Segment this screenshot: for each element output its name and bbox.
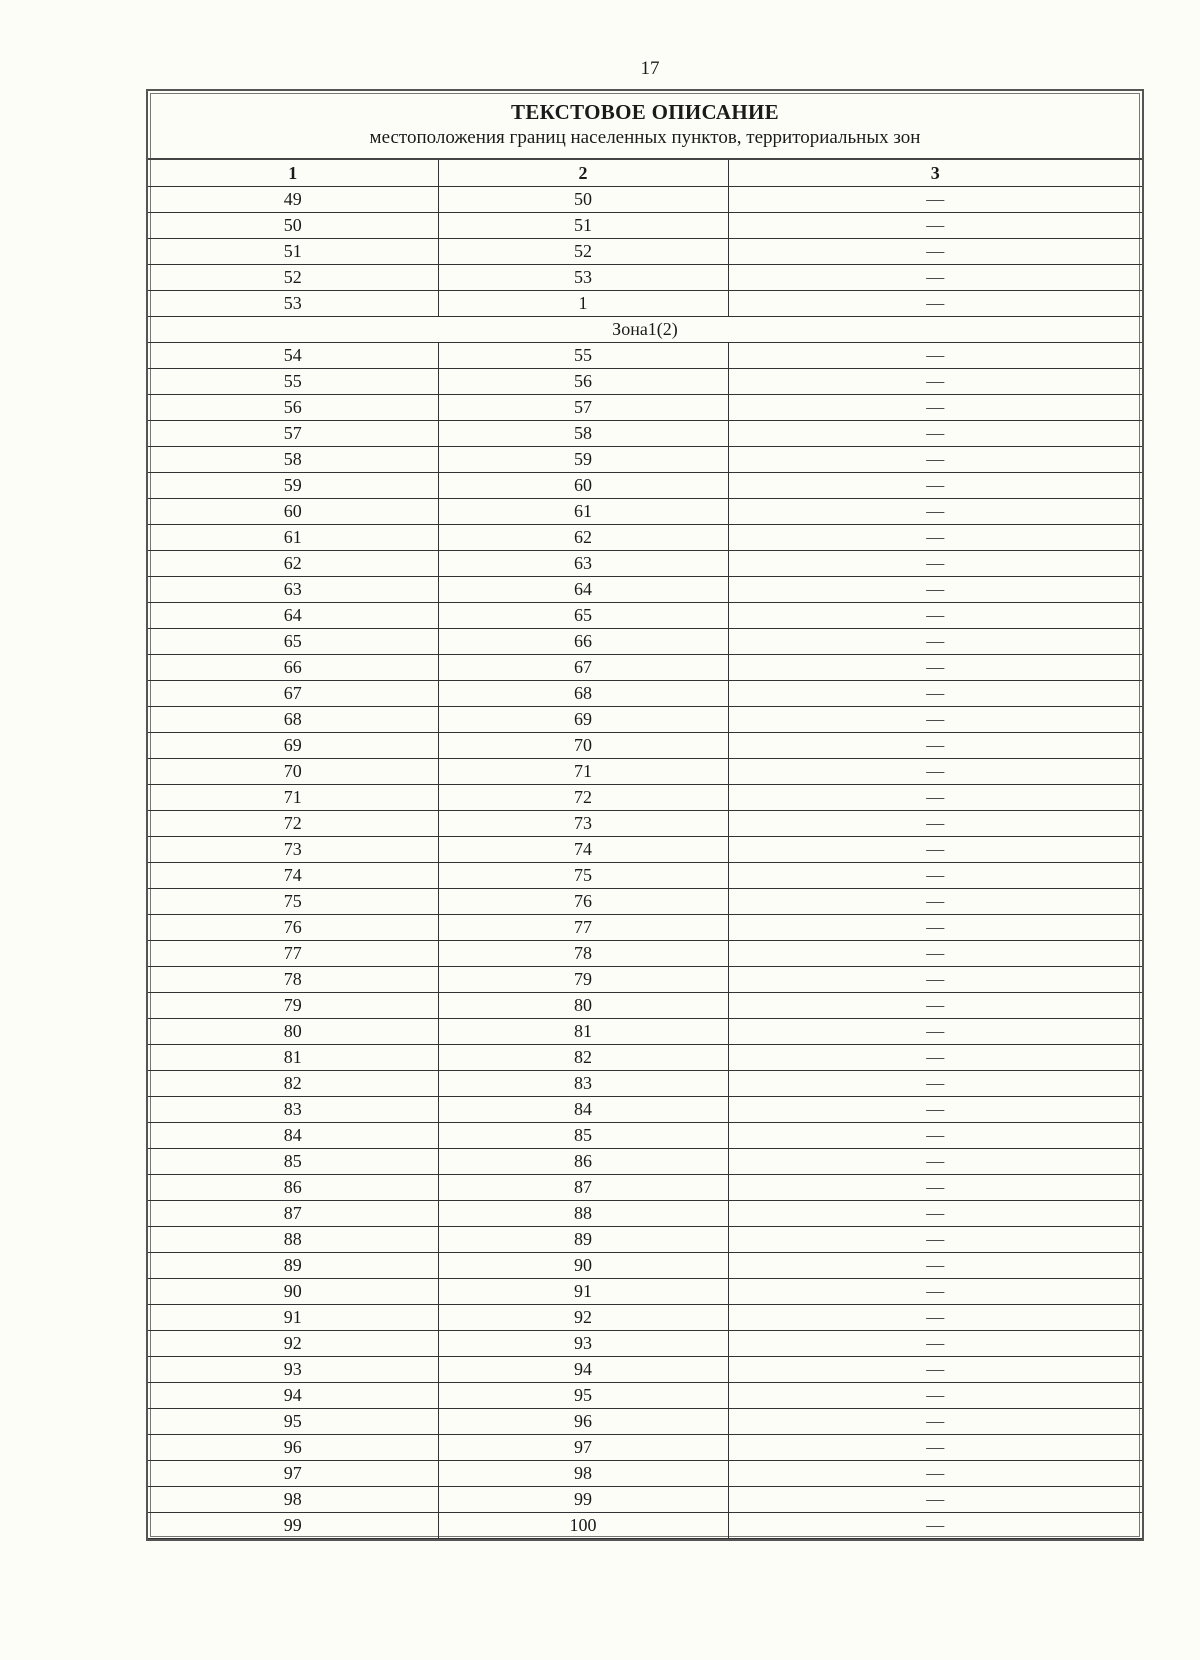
description-cell: —	[728, 1149, 1142, 1175]
to-point-cell: 93	[438, 1331, 728, 1357]
from-point-cell: 99	[148, 1513, 438, 1539]
to-point-cell: 57	[438, 395, 728, 421]
to-point-cell: 70	[438, 733, 728, 759]
zone-label: Зона1(2)	[148, 317, 1142, 343]
to-point-cell: 55	[438, 343, 728, 369]
description-cell: —	[728, 785, 1142, 811]
from-point-cell: 60	[148, 499, 438, 525]
table-row	[148, 863, 1142, 889]
table-row	[148, 837, 1142, 863]
table-row	[148, 525, 1142, 551]
column-header-3: 3	[728, 160, 1142, 187]
to-point-cell: 79	[438, 967, 728, 993]
table-row	[148, 1253, 1142, 1279]
column-header-1: 1	[148, 160, 438, 187]
to-point-cell: 98	[438, 1461, 728, 1487]
from-point-cell: 54	[148, 343, 438, 369]
to-point-cell: 51	[438, 213, 728, 239]
from-point-cell: 62	[148, 551, 438, 577]
to-point-cell: 52	[438, 239, 728, 265]
document-subtitle: местоположения границ населенных пунктов, территориальных зон	[369, 127, 921, 148]
from-point-cell: 85	[148, 1149, 438, 1175]
table-row	[148, 603, 1142, 629]
from-point-cell: 70	[148, 759, 438, 785]
table-row	[148, 1175, 1142, 1201]
to-point-cell: 62	[438, 525, 728, 551]
description-cell: —	[728, 291, 1142, 317]
from-point-cell: 73	[148, 837, 438, 863]
description-cell: —	[728, 343, 1142, 369]
description-cell: —	[728, 837, 1142, 863]
description-cell: —	[728, 1097, 1142, 1123]
from-point-cell: 49	[148, 187, 438, 213]
description-cell: —	[728, 1019, 1142, 1045]
description-cell: —	[728, 551, 1142, 577]
description-cell: —	[728, 473, 1142, 499]
description-cell: —	[728, 1435, 1142, 1461]
column-header-row	[148, 160, 1142, 187]
from-point-cell: 89	[148, 1253, 438, 1279]
description-cell: —	[728, 889, 1142, 915]
description-cell: —	[728, 1175, 1142, 1201]
description-cell: —	[728, 1123, 1142, 1149]
table-row	[148, 1149, 1142, 1175]
to-point-cell: 89	[438, 1227, 728, 1253]
to-point-cell: 90	[438, 1253, 728, 1279]
from-point-cell: 76	[148, 915, 438, 941]
table-row	[148, 733, 1142, 759]
to-point-cell: 97	[438, 1435, 728, 1461]
from-point-cell: 72	[148, 811, 438, 837]
table-row	[148, 707, 1142, 733]
from-point-cell: 86	[148, 1175, 438, 1201]
description-cell: —	[728, 1513, 1142, 1539]
table-row	[148, 473, 1142, 499]
table-row	[148, 941, 1142, 967]
description-cell: —	[728, 369, 1142, 395]
to-point-cell: 77	[438, 915, 728, 941]
description-cell: —	[728, 421, 1142, 447]
to-point-cell: 75	[438, 863, 728, 889]
description-cell: —	[728, 1045, 1142, 1071]
to-point-cell: 74	[438, 837, 728, 863]
from-point-cell: 65	[148, 629, 438, 655]
to-point-cell: 73	[438, 811, 728, 837]
from-point-cell: 84	[148, 1123, 438, 1149]
from-point-cell: 98	[148, 1487, 438, 1513]
to-point-cell: 50	[438, 187, 728, 213]
from-point-cell: 80	[148, 1019, 438, 1045]
from-point-cell: 50	[148, 213, 438, 239]
from-point-cell: 68	[148, 707, 438, 733]
boundary-description-table	[146, 89, 1144, 1541]
description-cell: —	[728, 1253, 1142, 1279]
from-point-cell: 90	[148, 1279, 438, 1305]
page-number: 17	[640, 58, 660, 79]
from-point-cell: 56	[148, 395, 438, 421]
description-cell: —	[728, 1409, 1142, 1435]
description-cell: —	[728, 187, 1142, 213]
from-point-cell: 63	[148, 577, 438, 603]
description-cell: —	[728, 1383, 1142, 1409]
table-row	[148, 265, 1142, 291]
description-cell: —	[728, 1071, 1142, 1097]
description-cell: —	[728, 1461, 1142, 1487]
to-point-cell: 58	[438, 421, 728, 447]
table-row	[148, 681, 1142, 707]
document-title: ТЕКСТОВОЕ ОПИСАНИЕ	[511, 100, 779, 124]
table-row	[148, 1279, 1142, 1305]
table-row	[148, 577, 1142, 603]
from-point-cell: 88	[148, 1227, 438, 1253]
description-cell: —	[728, 733, 1142, 759]
to-point-cell: 72	[438, 785, 728, 811]
table-row	[148, 811, 1142, 837]
description-cell: —	[728, 1487, 1142, 1513]
table-row	[148, 369, 1142, 395]
to-point-cell: 87	[438, 1175, 728, 1201]
table-row	[148, 291, 1142, 317]
description-cell: —	[728, 1357, 1142, 1383]
table-row	[148, 1383, 1142, 1409]
description-cell: —	[728, 681, 1142, 707]
description-cell: —	[728, 265, 1142, 291]
description-cell: —	[728, 239, 1142, 265]
table-row	[148, 1305, 1142, 1331]
to-point-cell: 99	[438, 1487, 728, 1513]
to-point-cell: 83	[438, 1071, 728, 1097]
description-cell: —	[728, 395, 1142, 421]
from-point-cell: 77	[148, 941, 438, 967]
description-cell: —	[728, 447, 1142, 473]
description-cell: —	[728, 941, 1142, 967]
from-point-cell: 53	[148, 291, 438, 317]
description-cell: —	[728, 499, 1142, 525]
table-row	[148, 1071, 1142, 1097]
to-point-cell: 82	[438, 1045, 728, 1071]
to-point-cell: 64	[438, 577, 728, 603]
table-row	[148, 1357, 1142, 1383]
description-cell: —	[728, 993, 1142, 1019]
to-point-cell: 80	[438, 993, 728, 1019]
from-point-cell: 52	[148, 265, 438, 291]
from-point-cell: 64	[148, 603, 438, 629]
from-point-cell: 58	[148, 447, 438, 473]
from-point-cell: 87	[148, 1201, 438, 1227]
to-point-cell: 68	[438, 681, 728, 707]
to-point-cell: 92	[438, 1305, 728, 1331]
column-header-2: 2	[438, 160, 728, 187]
from-point-cell: 59	[148, 473, 438, 499]
table-row	[148, 1461, 1142, 1487]
table-row	[148, 629, 1142, 655]
description-cell: —	[728, 811, 1142, 837]
to-point-cell: 61	[438, 499, 728, 525]
description-cell: —	[728, 1227, 1142, 1253]
from-point-cell: 55	[148, 369, 438, 395]
description-cell: —	[728, 1279, 1142, 1305]
description-cell: —	[728, 967, 1142, 993]
table-row	[148, 1097, 1142, 1123]
table-row	[148, 967, 1142, 993]
from-point-cell: 66	[148, 655, 438, 681]
to-point-cell: 81	[438, 1019, 728, 1045]
to-point-cell: 66	[438, 629, 728, 655]
table-row	[148, 343, 1142, 369]
from-point-cell: 69	[148, 733, 438, 759]
from-point-cell: 71	[148, 785, 438, 811]
table-row	[148, 1201, 1142, 1227]
table-row	[148, 759, 1142, 785]
to-point-cell: 84	[438, 1097, 728, 1123]
from-point-cell: 75	[148, 889, 438, 915]
table-row	[148, 785, 1142, 811]
table-row	[148, 213, 1142, 239]
description-cell: —	[728, 1331, 1142, 1357]
from-point-cell: 95	[148, 1409, 438, 1435]
points-table	[148, 160, 1142, 1539]
from-point-cell: 96	[148, 1435, 438, 1461]
to-point-cell: 67	[438, 655, 728, 681]
to-point-cell: 65	[438, 603, 728, 629]
description-cell: —	[728, 213, 1142, 239]
from-point-cell: 93	[148, 1357, 438, 1383]
from-point-cell: 51	[148, 239, 438, 265]
from-point-cell: 82	[148, 1071, 438, 1097]
table-row	[148, 993, 1142, 1019]
table-row	[148, 1513, 1142, 1539]
to-point-cell: 71	[438, 759, 728, 785]
from-point-cell: 94	[148, 1383, 438, 1409]
table-row	[148, 187, 1142, 213]
to-point-cell: 94	[438, 1357, 728, 1383]
table-row	[148, 1487, 1142, 1513]
description-cell: —	[728, 915, 1142, 941]
table-header	[148, 91, 1142, 160]
from-point-cell: 61	[148, 525, 438, 551]
to-point-cell: 59	[438, 447, 728, 473]
description-cell: —	[728, 629, 1142, 655]
table-row	[148, 1331, 1142, 1357]
description-cell: —	[728, 863, 1142, 889]
table-row	[148, 421, 1142, 447]
to-point-cell: 1	[438, 291, 728, 317]
table-row	[148, 915, 1142, 941]
to-point-cell: 69	[438, 707, 728, 733]
to-point-cell: 91	[438, 1279, 728, 1305]
description-cell: —	[728, 1305, 1142, 1331]
to-point-cell: 86	[438, 1149, 728, 1175]
table-row	[148, 1019, 1142, 1045]
to-point-cell: 85	[438, 1123, 728, 1149]
table-row	[148, 447, 1142, 473]
to-point-cell: 78	[438, 941, 728, 967]
to-point-cell: 60	[438, 473, 728, 499]
table-row	[148, 239, 1142, 265]
from-point-cell: 57	[148, 421, 438, 447]
table-row	[148, 499, 1142, 525]
description-cell: —	[728, 655, 1142, 681]
to-point-cell: 88	[438, 1201, 728, 1227]
zone-row	[148, 317, 1142, 343]
table-row	[148, 1435, 1142, 1461]
to-point-cell: 63	[438, 551, 728, 577]
from-point-cell: 67	[148, 681, 438, 707]
to-point-cell: 100	[438, 1513, 728, 1539]
to-point-cell: 96	[438, 1409, 728, 1435]
to-point-cell: 56	[438, 369, 728, 395]
description-cell: —	[728, 525, 1142, 551]
from-point-cell: 83	[148, 1097, 438, 1123]
from-point-cell: 78	[148, 967, 438, 993]
table-row	[148, 1227, 1142, 1253]
table-row	[148, 395, 1142, 421]
from-point-cell: 74	[148, 863, 438, 889]
from-point-cell: 97	[148, 1461, 438, 1487]
from-point-cell: 92	[148, 1331, 438, 1357]
to-point-cell: 95	[438, 1383, 728, 1409]
table-row	[148, 1045, 1142, 1071]
description-cell: —	[728, 707, 1142, 733]
to-point-cell: 53	[438, 265, 728, 291]
from-point-cell: 79	[148, 993, 438, 1019]
from-point-cell: 81	[148, 1045, 438, 1071]
description-cell: —	[728, 577, 1142, 603]
to-point-cell: 76	[438, 889, 728, 915]
table-row	[148, 889, 1142, 915]
description-cell: —	[728, 603, 1142, 629]
from-point-cell: 91	[148, 1305, 438, 1331]
description-cell: —	[728, 1201, 1142, 1227]
table-row	[148, 551, 1142, 577]
table-row	[148, 1123, 1142, 1149]
table-row	[148, 655, 1142, 681]
table-row	[148, 1409, 1142, 1435]
description-cell: —	[728, 759, 1142, 785]
